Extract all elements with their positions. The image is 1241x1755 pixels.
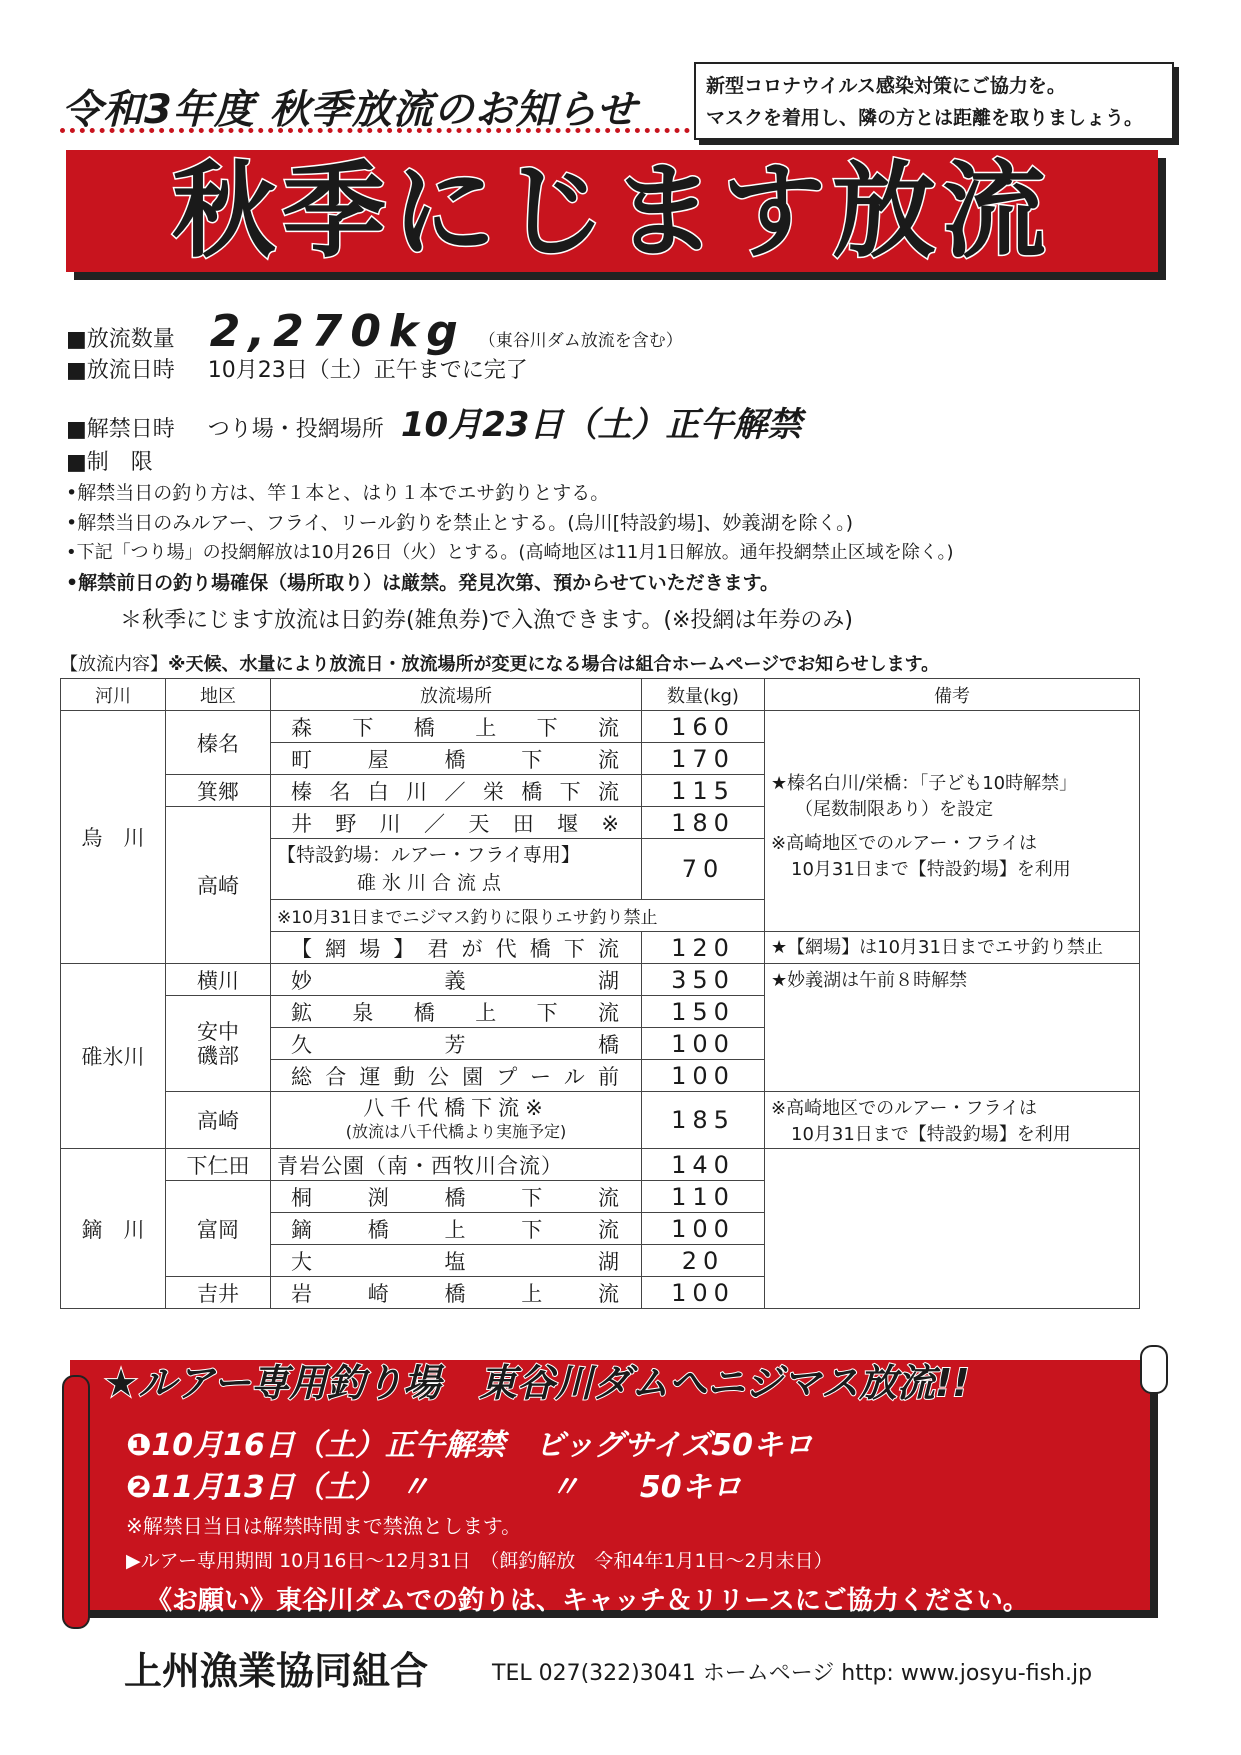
- table-row: [61, 964, 1140, 996]
- footer-org: 上州漁業協同組合: [124, 1649, 429, 1693]
- note-cell: [765, 1092, 1140, 1149]
- open-row: [66, 397, 801, 446]
- date-value: 10月23日（土）正午までに完了: [207, 358, 528, 383]
- open-place: つり場・投網場所: [207, 417, 384, 442]
- header-note: 備考: [765, 679, 1140, 711]
- qty-cell: 100: [642, 1028, 765, 1060]
- main-title: 秋季にじます放流: [171, 150, 1052, 272]
- corona-notice: [694, 62, 1174, 140]
- scroll-curl-right: [1140, 1345, 1168, 1394]
- dam-line-2: ❷11月13日（土） 〃 〃 50キロ: [126, 1470, 742, 1505]
- limit-label: ■制 限: [66, 450, 153, 475]
- qty-cell: 100: [642, 1277, 765, 1309]
- table-header-row: [61, 679, 1140, 711]
- place-cell: [271, 1092, 642, 1149]
- area-cell: 吉井: [166, 1277, 271, 1309]
- table-row: [61, 711, 1140, 743]
- corona-line-2: マスクを着用し、隣の方とは距離を取りましょう。: [706, 107, 1144, 129]
- dam-line-4: ▶ルアー専用期間 10月16日〜12月31日 （餌釣解放 令和4年1月1日〜2月末日）: [126, 1550, 833, 1572]
- area-cell: 横川: [166, 964, 271, 996]
- header-place: 放流場所: [271, 679, 642, 711]
- place-line: 碓氷川合流点: [357, 872, 508, 894]
- place-line: 【特設釣場：ルアー・フライ専用】: [277, 844, 580, 866]
- open-value: 10月23日（土）正午解禁: [400, 405, 802, 445]
- area-cell: 安中 磯部: [166, 996, 271, 1092]
- qty-cell: 140: [642, 1149, 765, 1181]
- place-line: 八千代橋下流※: [363, 1096, 549, 1120]
- place-cell: [271, 839, 642, 900]
- place-cell: 鉱泉橋上下流: [271, 996, 642, 1028]
- header-river: 河川: [61, 679, 166, 711]
- amount-note: （東谷川ダム放流を含む）: [478, 331, 683, 351]
- qty-cell: 100: [642, 1060, 765, 1092]
- qty-cell: 160: [642, 711, 765, 743]
- table-caption: [60, 650, 939, 676]
- place-cell: 総合運動公園プール前: [271, 1060, 642, 1092]
- river-usui: 碓氷川: [61, 964, 166, 1149]
- dam-line-3: ※解禁日当日は解禁時間まで禁漁とします。: [126, 1514, 522, 1538]
- note-line: ★榛名白川/栄橋：「子ども10時解禁」: [771, 773, 1078, 794]
- area-cell: 富岡: [166, 1181, 271, 1277]
- place-cell: 久芳橋: [271, 1028, 642, 1060]
- note-line: ※高崎地区でのルアー・フライは: [771, 1098, 1038, 1119]
- corona-line-1: 新型コロナウイルス感染対策にご協力を。: [706, 75, 1066, 97]
- header-area: 地区: [166, 679, 271, 711]
- place-cell: 青岩公園（南・西牧川合流）: [271, 1149, 642, 1181]
- place-note: ※10月31日までニジマス釣りに限りエサ釣り禁止: [271, 900, 765, 932]
- restriction-1: •解禁当日の釣り方は、竿１本と、はり１本でエサ釣りとする。: [66, 482, 610, 504]
- table-caption-label: 【放流内容】: [60, 654, 168, 675]
- scroll-curl-left: [62, 1375, 90, 1629]
- place-cell: 榛名白川／栄橋下流: [271, 775, 642, 807]
- amount-row: [66, 306, 683, 357]
- qty-cell: 110: [642, 1181, 765, 1213]
- restriction-4: •解禁前日の釣り場確保（場所取り）は厳禁。発見次第、預からせていただきます。: [66, 572, 780, 594]
- qty-cell: 150: [642, 996, 765, 1028]
- area-cell: 高崎: [166, 807, 271, 964]
- note-line: 10月31日まで【特設釣場】を利用: [791, 859, 1071, 880]
- note-line: ※高崎地区でのルアー・フライは: [771, 833, 1038, 854]
- qty-cell: 20: [642, 1245, 765, 1277]
- area-cell: 高崎: [166, 1092, 271, 1149]
- amount-value: 2,270kg: [209, 306, 466, 357]
- place-cell: 大塩湖: [271, 1245, 642, 1277]
- place-line: (放流は八千代橋より実施予定): [345, 1122, 567, 1141]
- place-cell: 妙義湖: [271, 964, 642, 996]
- date-label: ■放流日時: [66, 358, 175, 383]
- qty-cell: 115: [642, 775, 765, 807]
- table-caption-text: ※天候、水量により放流日・放流場所が変更になる場合は組合ホームページでお知らせします。: [168, 654, 940, 675]
- qty-cell: 180: [642, 807, 765, 839]
- qty-cell: 100: [642, 1213, 765, 1245]
- area-cell: 下仁田: [166, 1149, 271, 1181]
- qty-cell: 70: [642, 839, 765, 900]
- note-line: （尾数制限あり）を設定: [795, 799, 993, 820]
- table-row: [61, 1149, 1140, 1181]
- amount-label: ■放流数量: [66, 327, 175, 352]
- note-cell: ★妙義湖は午前８時解禁: [765, 964, 1140, 1092]
- restriction-3: •下記「つり場」の投網解放は10月26日（火）とする。(高崎地区は11月1日解放。通年投網禁止区域を除く。): [66, 542, 954, 563]
- place-cell: 町屋橋下流: [271, 743, 642, 775]
- note-cell: ★【網場】は10月31日までエサ釣り禁止: [765, 932, 1140, 964]
- note-line: 10月31日まで【特設釣場】を利用: [791, 1124, 1071, 1145]
- qty-cell: 120: [642, 932, 765, 964]
- river-kabura: 鏑 川: [61, 1149, 166, 1309]
- dam-request: 《お願い》東谷川ダムでの釣りは、キャッチ＆リリースにご協力ください。: [146, 1586, 1029, 1616]
- header-qty: 数量(kg): [642, 679, 765, 711]
- place-cell: 鏑橋上下流: [271, 1213, 642, 1245]
- note-cell: [765, 711, 1140, 932]
- place-cell: 【網場】君が代橋下流: [271, 932, 642, 964]
- qty-cell: 350: [642, 964, 765, 996]
- area-cell: 箕郷: [166, 775, 271, 807]
- place-cell: 井野川／天田堰※: [271, 807, 642, 839]
- dam-title: ★ルアー専用釣り場 東谷川ダムへニジマス放流!!: [104, 1361, 970, 1405]
- ticket-note: ＊秋季にじます放流は日釣券(雑魚券)で入漁できます。(※投網は年券のみ): [120, 608, 854, 633]
- date-row: [66, 353, 528, 384]
- open-label: ■解禁日時: [66, 417, 175, 442]
- place-cell: 岩崎橋上流: [271, 1277, 642, 1309]
- qty-cell: 170: [642, 743, 765, 775]
- table-row: [61, 1092, 1140, 1149]
- area-cell: 榛名: [166, 711, 271, 775]
- qty-cell: 185: [642, 1092, 765, 1149]
- release-table: [60, 678, 1140, 1309]
- river-karasu: 烏 川: [61, 711, 166, 964]
- header-title: 令和3年度 秋季放流のお知らせ: [62, 87, 638, 133]
- note-cell-empty: [765, 1149, 1140, 1309]
- header-underline: [60, 128, 700, 133]
- dam-line-1: ❶10月16日（土）正午解禁 ビッグサイズ50キロ: [126, 1428, 814, 1463]
- place-cell: 森下橋上下流: [271, 711, 642, 743]
- place-cell: 桐渕橋下流: [271, 1181, 642, 1213]
- footer-contact: TEL 027(322)3041 ホームページ http: www.josyu-fish.jp: [492, 1661, 1093, 1686]
- restriction-2: •解禁当日のみルアー、フライ、リール釣りを禁止とする。(烏川[特設釣場]、妙義湖を除く。): [66, 512, 853, 534]
